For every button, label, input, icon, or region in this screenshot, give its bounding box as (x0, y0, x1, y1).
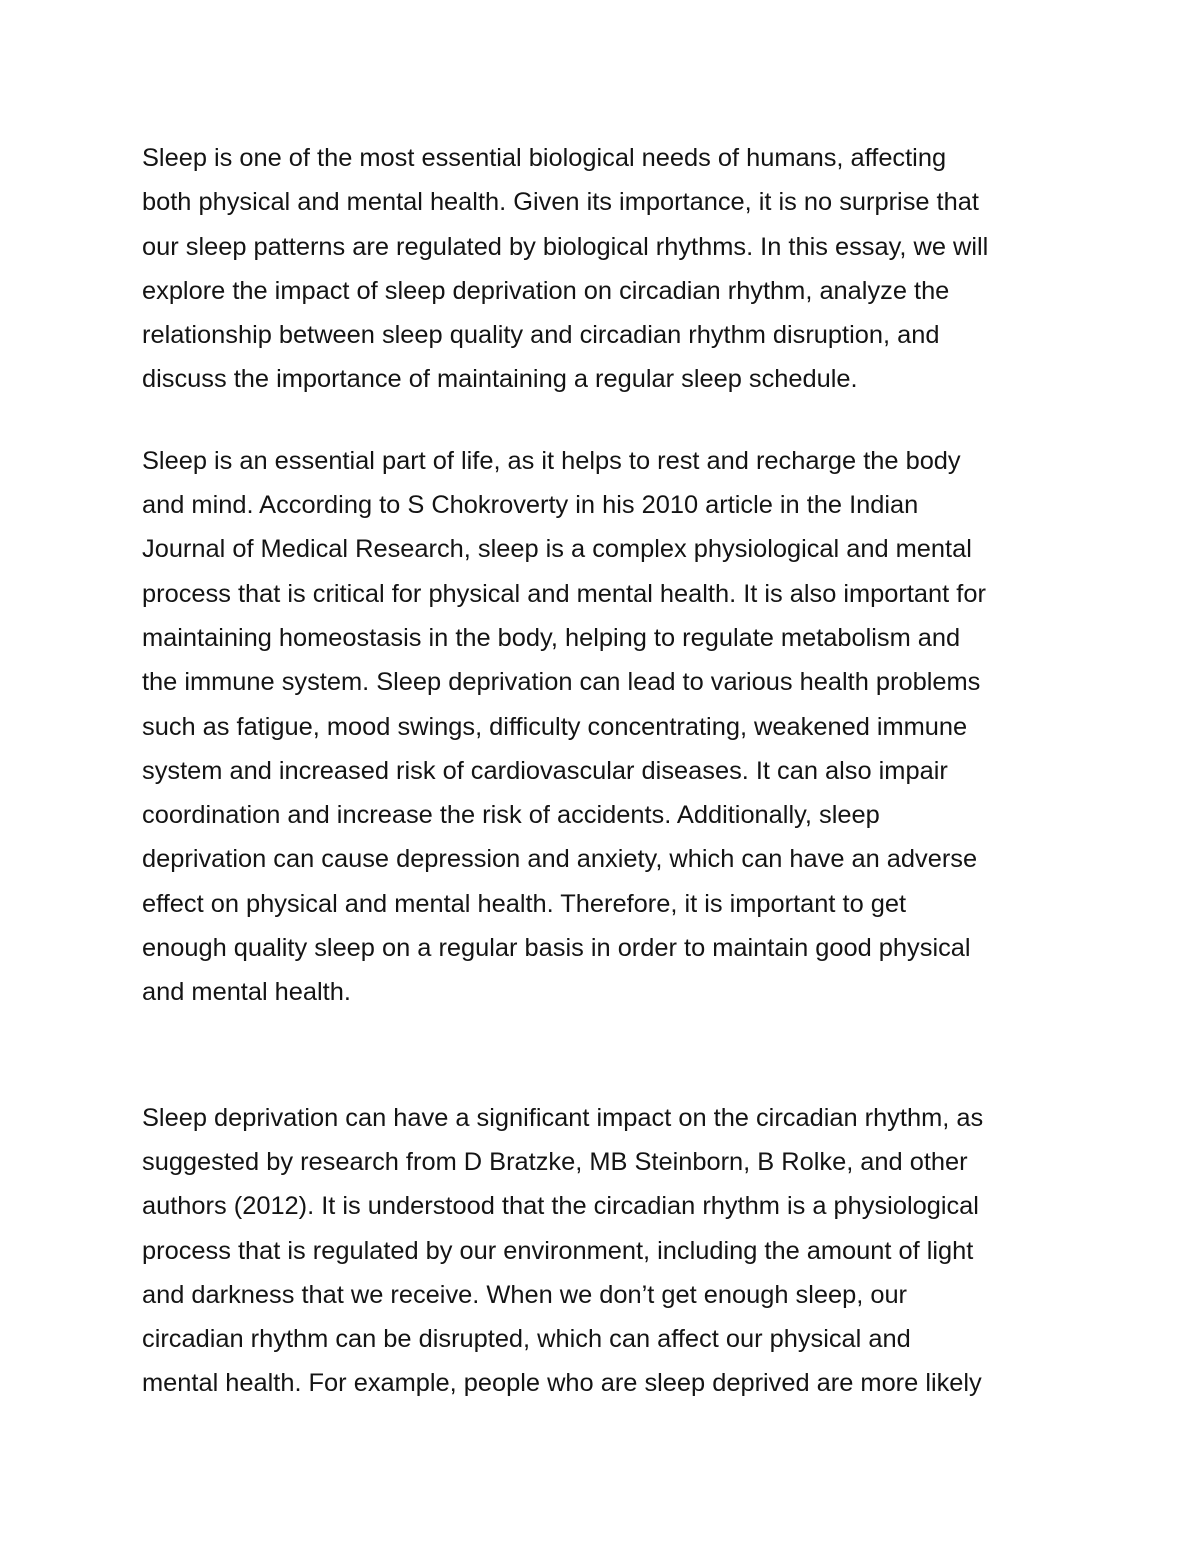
paragraph-spacer (142, 402, 1082, 439)
text-line: circadian rhythm can be disrupted, which can affect our physical and (142, 1325, 911, 1354)
text-line: Sleep is one of the most essential biological needs of humans, affecting (142, 144, 947, 172)
text-line: system and increased risk of cardiovascular diseases. It can also impair (142, 756, 948, 785)
text-line: Sleep is an essential part of life, as it helps to rest and recharge the body (142, 446, 961, 475)
text-line: such as fatigue, mood swings, difficulty concentrating, weakened immune (142, 712, 968, 741)
text-line: the immune system. Sleep deprivation can lead to various health problems (142, 668, 981, 697)
text-line: explore the impact of sleep deprivation on circadian rhythm, analyze the (142, 276, 950, 305)
text-line: and mental health. (142, 978, 351, 1007)
text-line: discuss the importance of maintaining a regular sleep schedule. (142, 365, 858, 394)
text-line: mental health. For example, people who are sleep deprived are more likely (142, 1369, 982, 1398)
text-line: effect on physical and mental health. Therefore, it is important to get (142, 889, 907, 918)
text-line: process that is regulated by our environment, including the amount of light (142, 1236, 974, 1265)
text-line: coordination and increase the risk of accidents. Additionally, sleep (142, 801, 880, 830)
paragraph-spacer (142, 1015, 1082, 1096)
text-line: our sleep patterns are regulated by biological rhythms. In this essay, we will (142, 232, 989, 261)
paragraph-introduction (142, 136, 1082, 402)
paragraph-sleep-importance (142, 439, 1082, 1015)
text-line: and darkness that we receive. When we don’t get enough sleep, our (142, 1280, 908, 1309)
text-line: both physical and mental health. Given its importance, it is no surprise that (142, 188, 979, 217)
document-body (142, 136, 1082, 1406)
text-line: authors (2012). It is understood that the circadian rhythm is a physiological (142, 1192, 979, 1221)
text-line: Sleep deprivation can have a significant impact on the circadian rhythm, as (142, 1103, 984, 1132)
text-line: maintaining homeostasis in the body, helping to regulate metabolism and (142, 623, 961, 652)
paragraph-circadian-impact (142, 1096, 1082, 1406)
text-line: and mind. According to S Chokroverty in his 2010 article in the Indian (142, 491, 919, 520)
text-line: relationship between sleep quality and circadian rhythm disruption, and (142, 321, 940, 350)
text-line: Journal of Medical Research, sleep is a complex physiological and mental (142, 535, 972, 564)
text-line: enough quality sleep on a regular basis in order to maintain good physical (142, 934, 971, 963)
text-line: deprivation can cause depression and anxiety, which can have an adverse (142, 845, 978, 874)
text-line: process that is critical for physical and mental health. It is also important for (142, 579, 986, 608)
text-line: suggested by research from D Bratzke, MB Steinborn, B Rolke, and other (142, 1147, 968, 1176)
